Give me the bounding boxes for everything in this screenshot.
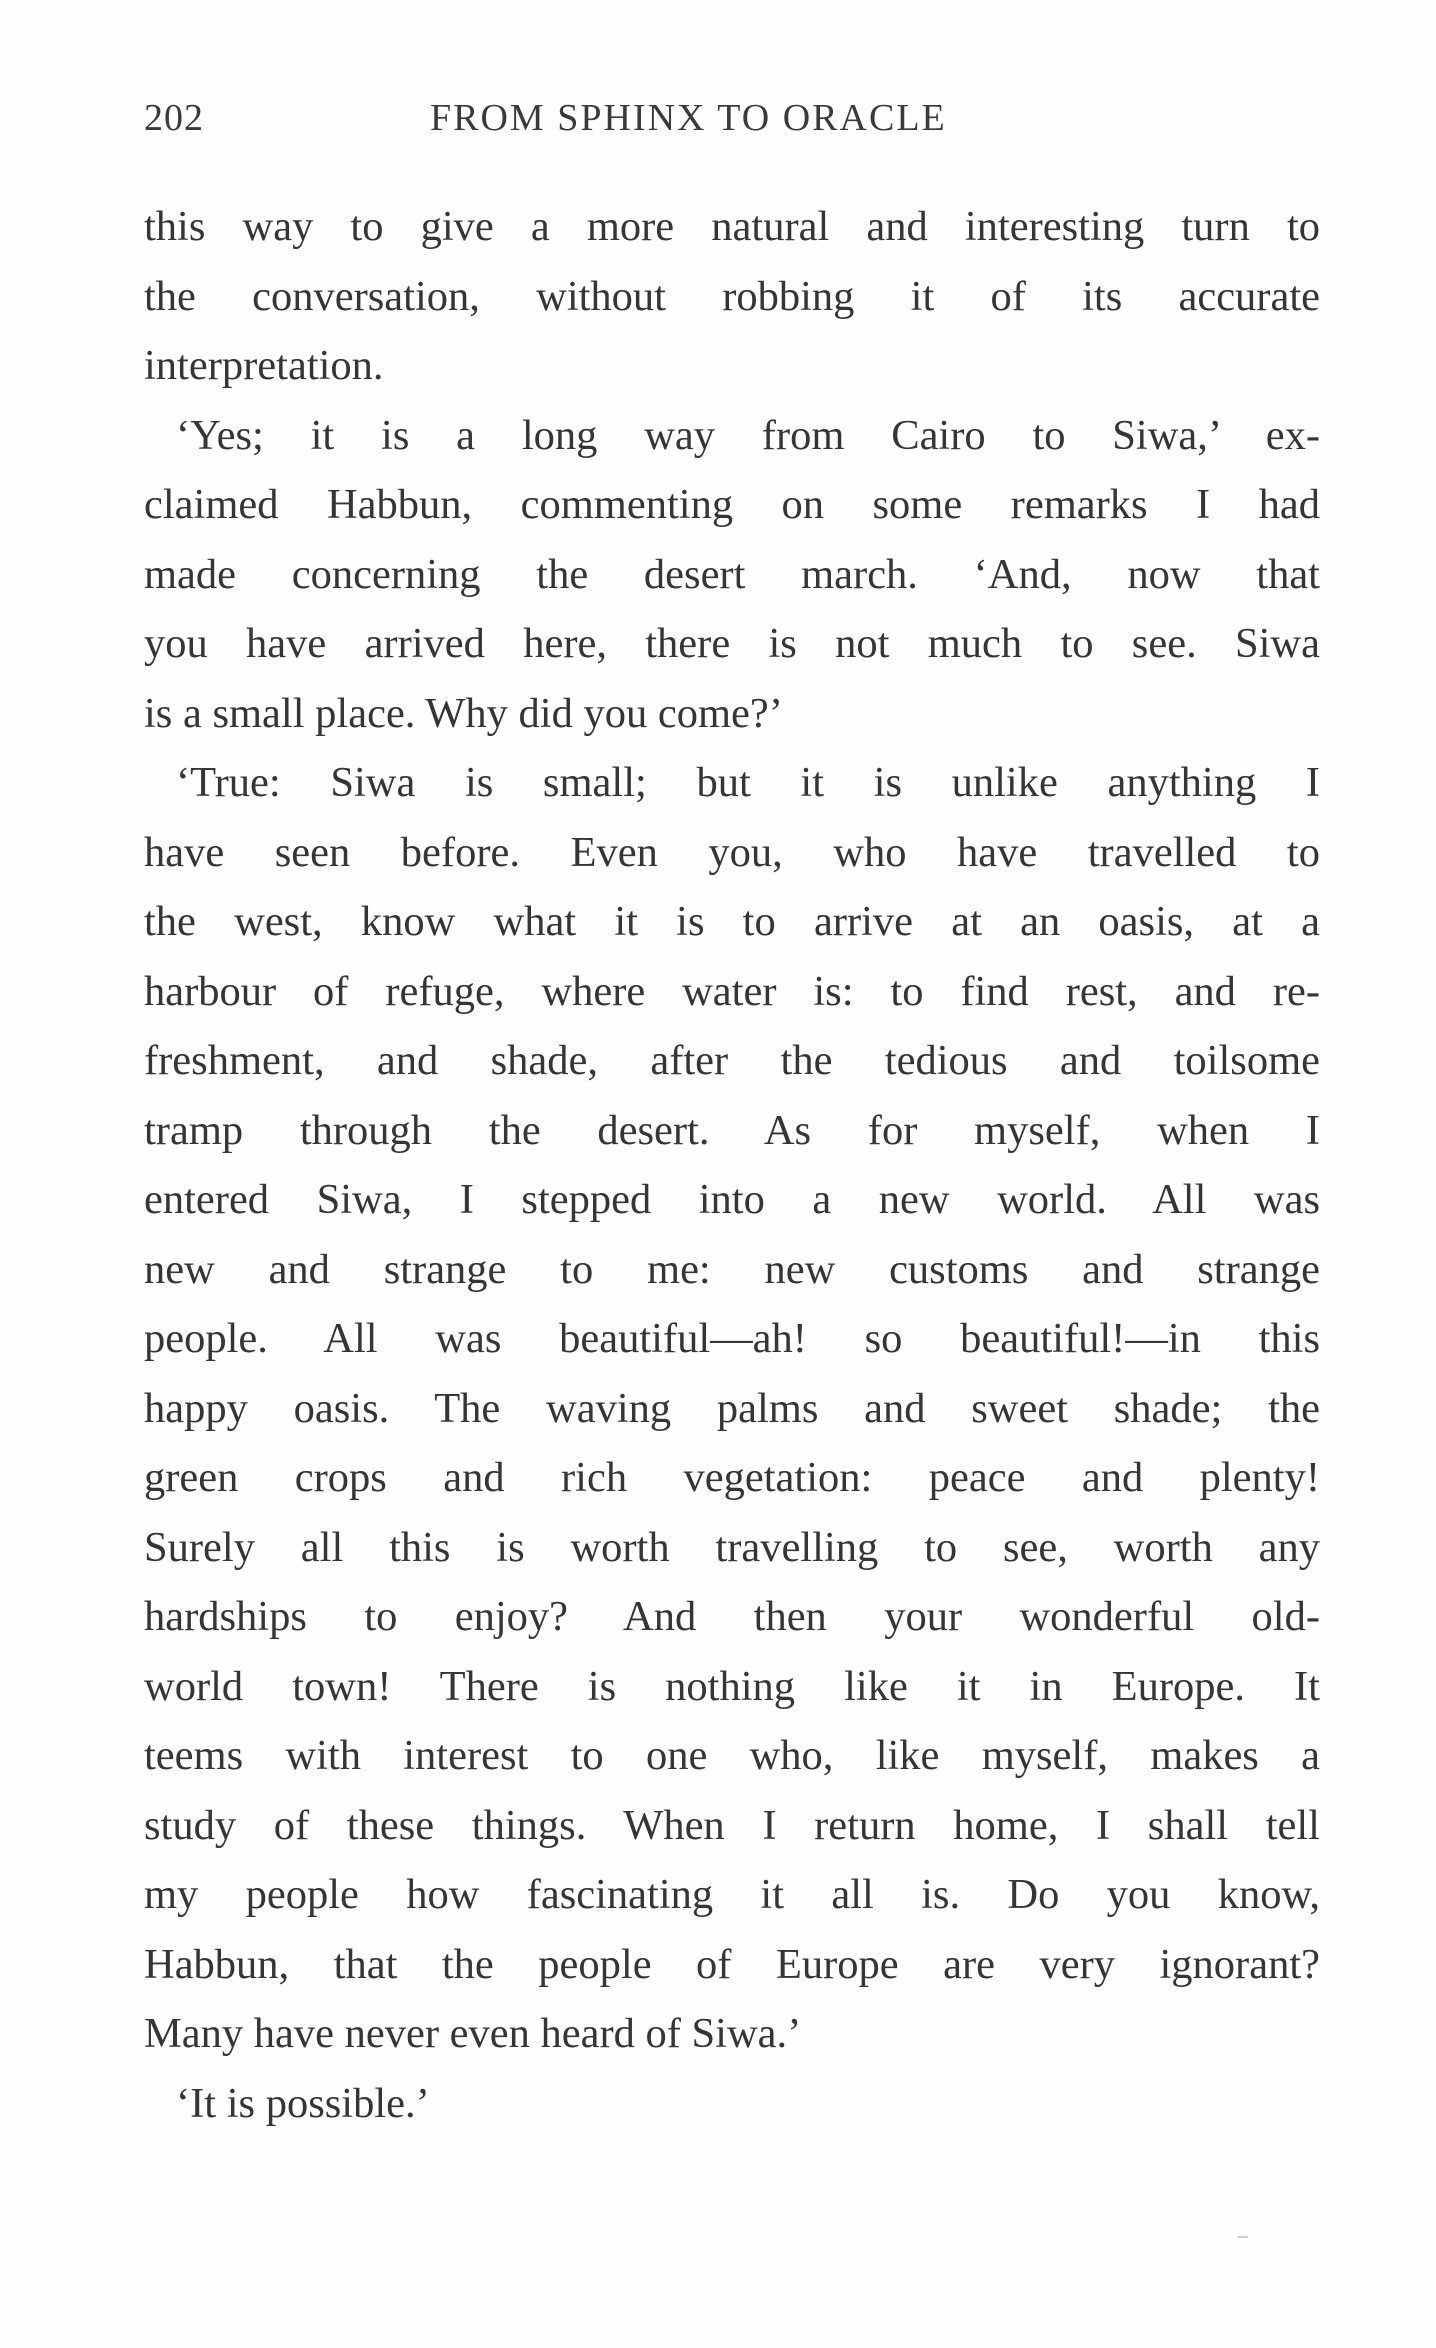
- text-line: have seen before. Even you, who have travelled to: [144, 828, 1320, 876]
- running-head: [144, 96, 1320, 156]
- text-line: ‘Yes; it is a long way from Cairo to Siwa,’ ex-: [176, 411, 1320, 459]
- text-line: my people how fascinating it all is. Do you know,: [144, 1871, 1320, 1918]
- text-line: tramp through the desert. As for myself, when I: [144, 1106, 1320, 1154]
- text-line: Habbun, that the people of Europe are very ignorant?: [144, 1940, 1320, 1988]
- text-line: claimed Habbun, commenting on some remarks I had: [144, 481, 1320, 528]
- text-line: study of these things. When I return home, I shall tell: [144, 1801, 1320, 1849]
- paper-speck: [1238, 2236, 1248, 2238]
- text-line: is a small place. Why did you come?’: [144, 689, 783, 737]
- text-line: ‘It is possible.’: [176, 2079, 430, 2127]
- text-line: harbour of refuge, where water is: to find rest, and re-: [144, 967, 1320, 1015]
- text-line: interpretation.: [144, 342, 384, 389]
- text-line: people. All was beautiful—ah! so beautiful!—in this: [144, 1315, 1320, 1362]
- text-line: you have arrived here, there is not much to see. Siwa: [144, 620, 1320, 667]
- text-line: Many have never even heard of Siwa.’: [144, 2010, 802, 2057]
- text-line: the conversation, without robbing it of its accurate: [144, 272, 1320, 320]
- page-number: 202: [144, 97, 204, 139]
- text-line: teems with interest to one who, like myself, makes a: [144, 1732, 1320, 1779]
- text-line: hardships to enjoy? And then your wonderful old-: [144, 1593, 1320, 1640]
- text-line: Surely all this is worth travelling to see, worth any: [144, 1523, 1320, 1571]
- text-line: world town! There is nothing like it in Europe. It: [144, 1662, 1320, 1710]
- text-line: freshment, and shade, after the tedious and toilsome: [144, 1037, 1320, 1084]
- text-line: ‘True: Siwa is small; but it is unlike anything I: [176, 759, 1320, 806]
- text-line: the west, know what it is to arrive at an oasis, at a: [144, 898, 1320, 945]
- text-line: happy oasis. The waving palms and sweet shade; the: [144, 1384, 1320, 1432]
- text-line: new and strange to me: new customs and strange: [144, 1245, 1320, 1293]
- text-line: made concerning the desert march. ‘And, now that: [144, 550, 1320, 598]
- running-title: FROM SPHINX TO ORACLE: [430, 97, 947, 139]
- text-line: entered Siwa, I stepped into a new world. All was: [144, 1176, 1320, 1223]
- text-line: green crops and rich vegetation: peace and plenty!: [144, 1454, 1320, 1501]
- text-line: this way to give a more natural and interesting turn to: [144, 203, 1320, 250]
- body-text: [144, 192, 1320, 2138]
